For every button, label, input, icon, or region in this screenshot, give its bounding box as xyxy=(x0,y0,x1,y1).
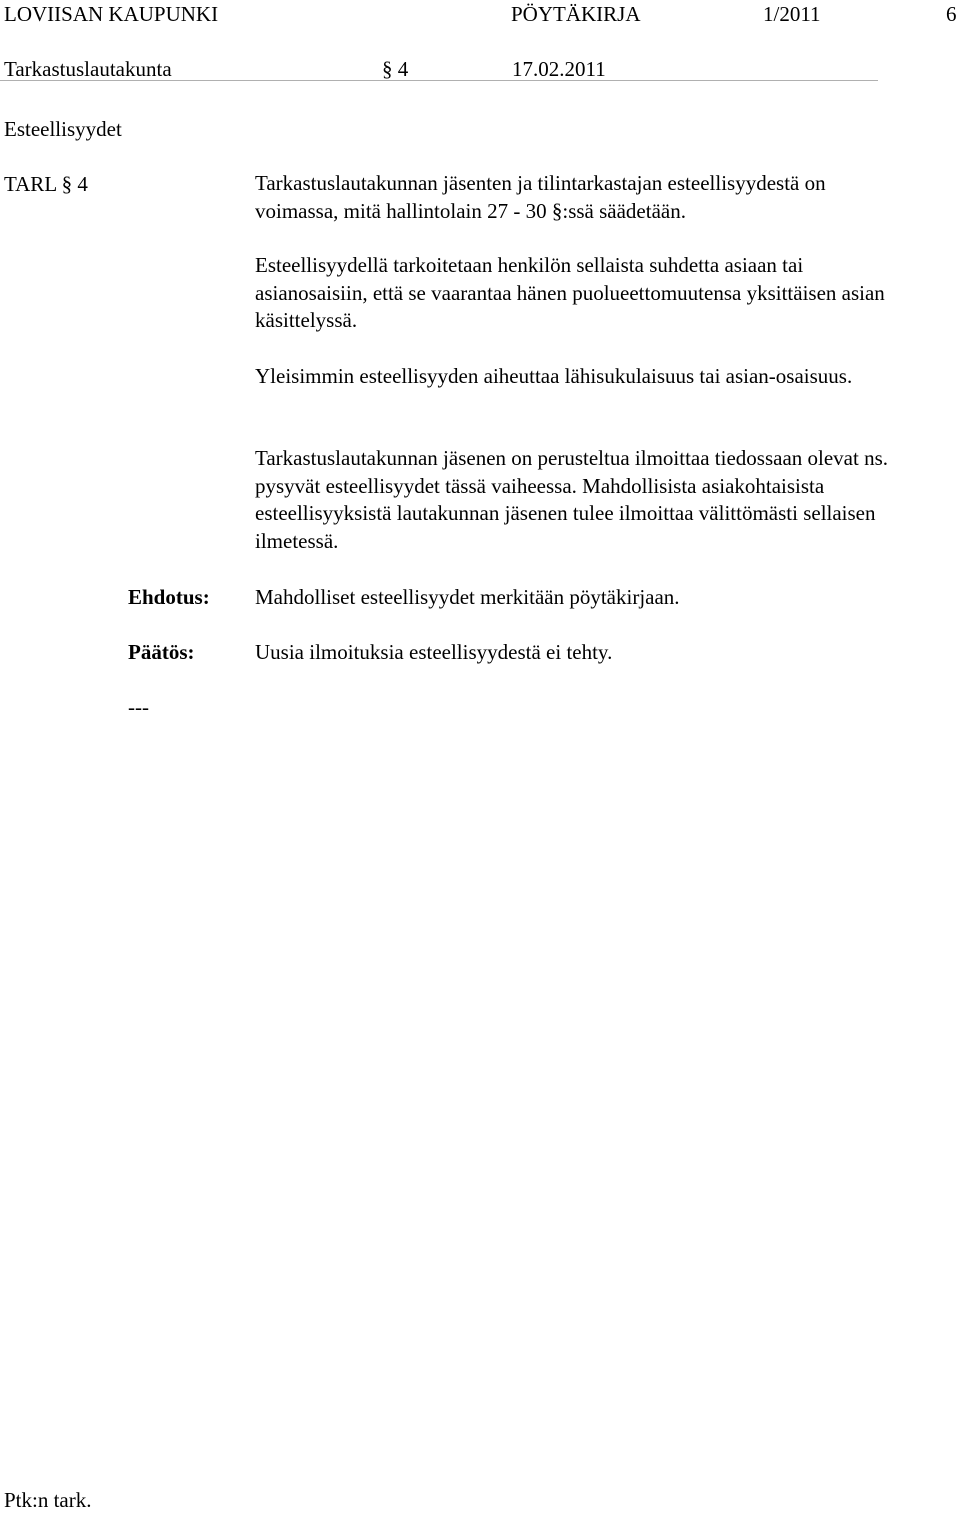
board-name: Tarkastuslautakunta xyxy=(4,57,172,81)
proposal-text: Mahdolliset esteellisyydet merkitään pöytäkirjaan. xyxy=(255,585,680,609)
minutes-checker-label: Ptk:n tark. xyxy=(4,1488,92,1512)
section-number: § 4 xyxy=(382,57,409,81)
organization-name: LOVIISAN KAUPUNKI xyxy=(4,2,219,26)
header-divider xyxy=(0,80,878,81)
decision-text: Uusia ilmoituksia esteellisyydestä ei tehty. xyxy=(255,640,613,664)
page-title: Esteellisyydet xyxy=(4,117,122,141)
paragraph-3: Yleisimmin esteellisyyden aiheuttaa lähisukulaisuus tai asian-osaisuus. xyxy=(255,364,853,388)
decision-label: Päätös: xyxy=(128,640,195,664)
paragraph-2: Esteellisyydellä tarkoitetaan henkilön sellaista suhdetta asiaan tai asianosaisiin, että se vaarantaa hänen puolueettomuutensa yksittäisen asian käsittelyssä. xyxy=(255,253,885,332)
item-reference: TARL § 4 xyxy=(4,172,88,196)
issue-number: 1/2011 xyxy=(763,2,821,26)
end-mark: --- xyxy=(128,695,149,719)
proposal-label: Ehdotus: xyxy=(128,585,210,609)
paragraph-1: Tarkastuslautakunnan jäsenten ja tilintarkastajan esteellisyydestä on voimassa, mitä hallintolain 27 - 30 §:ssä säädetään. xyxy=(255,171,826,223)
meeting-date: 17.02.2011 xyxy=(512,57,606,81)
paragraph-4: Tarkastuslautakunnan jäsenen on perusteltua ilmoittaa tiedossaan olevat ns. pysyvät esteellisyydet tässä vaiheessa. Mahdollisista asiakohtaisista esteellisyyksistä lautakunnan jäsenen tulee ilmoittaa välittömästi sellaisen ilmetessä. xyxy=(255,446,889,553)
document-type: PÖYTÄKIRJA xyxy=(511,2,641,26)
page-number: 6 xyxy=(946,2,957,26)
